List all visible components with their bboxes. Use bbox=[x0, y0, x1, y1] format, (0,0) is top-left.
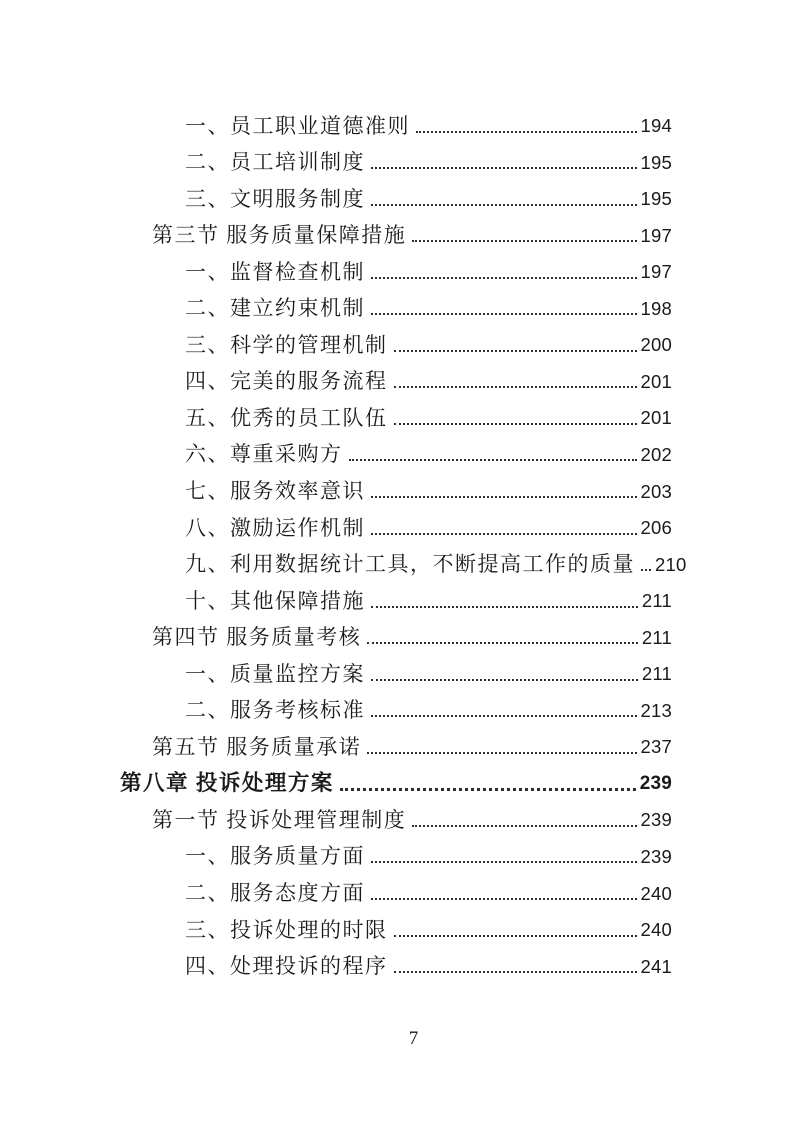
toc-leader-dots bbox=[394, 423, 637, 425]
toc-entry[interactable] bbox=[120, 287, 672, 324]
toc-entry-label: 第五节 服务质量承诺 bbox=[152, 734, 362, 759]
toc-leader-dots bbox=[412, 825, 636, 827]
toc-entry[interactable] bbox=[120, 616, 672, 653]
toc-entry[interactable] bbox=[120, 360, 672, 397]
toc-leader-dots bbox=[371, 898, 637, 900]
toc-entry[interactable] bbox=[120, 469, 672, 506]
toc-page-number: 211 bbox=[641, 663, 672, 685]
toc-leader-dots bbox=[371, 861, 637, 863]
toc-leader-dots bbox=[412, 240, 636, 242]
toc-entry-label: 第四节 服务质量考核 bbox=[152, 625, 362, 650]
toc-page-number: 198 bbox=[640, 297, 672, 319]
toc-entry[interactable] bbox=[120, 762, 672, 799]
toc-leader-dots bbox=[394, 386, 637, 388]
toc-entry[interactable] bbox=[120, 652, 672, 689]
toc-page-number: 211 bbox=[641, 626, 672, 648]
toc-entry[interactable] bbox=[120, 506, 672, 543]
toc-page-number: 241 bbox=[640, 955, 672, 977]
toc-entry[interactable] bbox=[120, 543, 687, 580]
toc-leader-dots bbox=[371, 167, 637, 169]
toc-page-number: 206 bbox=[640, 517, 672, 539]
toc-page-number: 197 bbox=[640, 261, 672, 283]
toc-page-number: 200 bbox=[640, 334, 672, 356]
toc-entry-label: 第八章 投诉处理方案 bbox=[120, 770, 334, 795]
page-number-footer: 7 bbox=[408, 1028, 419, 1049]
toc-entry[interactable] bbox=[120, 798, 672, 835]
toc-page-number: 239 bbox=[640, 809, 672, 831]
toc-entry-label: 第一节 投诉处理管理制度 bbox=[152, 807, 407, 832]
toc-entry[interactable] bbox=[120, 141, 672, 178]
toc-leader-dots bbox=[349, 459, 637, 461]
toc-entry[interactable] bbox=[120, 177, 672, 214]
toc-page-number: 213 bbox=[640, 699, 672, 721]
toc-entry-label: 二、服务考核标准 bbox=[185, 698, 365, 723]
toc-entry[interactable] bbox=[120, 689, 672, 726]
toc-entry-label: 三、文明服务制度 bbox=[185, 186, 365, 211]
toc-page-number: 195 bbox=[640, 151, 672, 173]
toc-leader-dots bbox=[641, 569, 651, 571]
toc-entry-label: 一、服务质量方面 bbox=[185, 844, 365, 869]
toc-entry-label: 一、质量监控方案 bbox=[185, 661, 365, 686]
toc-page-number: 237 bbox=[640, 736, 672, 758]
table-of-contents bbox=[120, 104, 687, 981]
toc-entry-label: 五、优秀的员工队伍 bbox=[185, 405, 388, 430]
toc-entry[interactable] bbox=[120, 835, 672, 872]
toc-entry[interactable] bbox=[120, 871, 672, 908]
toc-entry-label: 一、监督检查机制 bbox=[185, 259, 365, 284]
toc-leader-dots bbox=[371, 533, 637, 535]
toc-leader-dots bbox=[371, 204, 637, 206]
toc-page-number: 201 bbox=[640, 370, 672, 392]
toc-leader-dots bbox=[340, 788, 636, 791]
toc-leader-dots bbox=[394, 935, 637, 937]
toc-page-number: 201 bbox=[640, 407, 672, 429]
toc-page-number: 210 bbox=[655, 553, 687, 575]
toc-page-number: 194 bbox=[640, 115, 672, 137]
toc-entry-label: 九、利用数据统计工具，不断提高工作的质量 bbox=[185, 552, 635, 577]
toc-entry-label: 七、服务效率意识 bbox=[185, 479, 365, 504]
toc-entry-label: 二、员工培训制度 bbox=[185, 150, 365, 175]
toc-entry[interactable] bbox=[120, 725, 672, 762]
toc-entry[interactable] bbox=[120, 104, 672, 141]
toc-leader-dots bbox=[367, 752, 636, 754]
toc-leader-dots bbox=[371, 679, 638, 681]
toc-entry-label: 六、尊重采购方 bbox=[185, 442, 343, 467]
toc-page-number: 239 bbox=[640, 845, 672, 867]
toc-entry[interactable] bbox=[120, 579, 672, 616]
toc-leader-dots bbox=[394, 350, 637, 352]
toc-entry-label: 四、完美的服务流程 bbox=[185, 369, 388, 394]
toc-leader-dots bbox=[371, 313, 637, 315]
toc-entry-label: 第三节 服务质量保障措施 bbox=[152, 223, 407, 248]
toc-entry[interactable] bbox=[120, 396, 672, 433]
toc-entry-label: 四、处理投诉的程序 bbox=[185, 954, 388, 979]
toc-entry[interactable] bbox=[120, 323, 672, 360]
toc-page-number: 203 bbox=[640, 480, 672, 502]
toc-leader-dots bbox=[416, 131, 637, 133]
toc-page-number: 240 bbox=[640, 882, 672, 904]
toc-leader-dots bbox=[394, 971, 637, 973]
toc-entry-label: 十、其他保障措施 bbox=[185, 588, 365, 613]
toc-leader-dots bbox=[371, 606, 638, 608]
toc-entry[interactable] bbox=[120, 433, 672, 470]
toc-leader-dots bbox=[367, 642, 638, 644]
toc-entry-label: 三、科学的管理机制 bbox=[185, 332, 388, 357]
toc-entry[interactable] bbox=[120, 908, 672, 945]
toc-entry-label: 八、激励运作机制 bbox=[185, 515, 365, 540]
toc-entry[interactable] bbox=[120, 214, 672, 251]
toc-entry-label: 三、投诉处理的时限 bbox=[185, 917, 388, 942]
toc-page-number: 197 bbox=[640, 224, 672, 246]
toc-page-number: 202 bbox=[640, 443, 672, 465]
toc-entry-label: 一、员工职业道德准则 bbox=[185, 113, 410, 138]
toc-page-number: 211 bbox=[641, 590, 672, 612]
toc-page-number: 195 bbox=[640, 188, 672, 210]
toc-leader-dots bbox=[371, 496, 637, 498]
toc-page-number: 240 bbox=[640, 919, 672, 941]
toc-entry-label: 二、建立约束机制 bbox=[185, 296, 365, 321]
toc-entry-label: 二、服务态度方面 bbox=[185, 881, 365, 906]
toc-page-number: 239 bbox=[639, 773, 672, 795]
toc-leader-dots bbox=[371, 277, 637, 279]
toc-entry[interactable] bbox=[120, 945, 672, 982]
toc-entry[interactable] bbox=[120, 250, 672, 287]
toc-leader-dots bbox=[371, 715, 637, 717]
